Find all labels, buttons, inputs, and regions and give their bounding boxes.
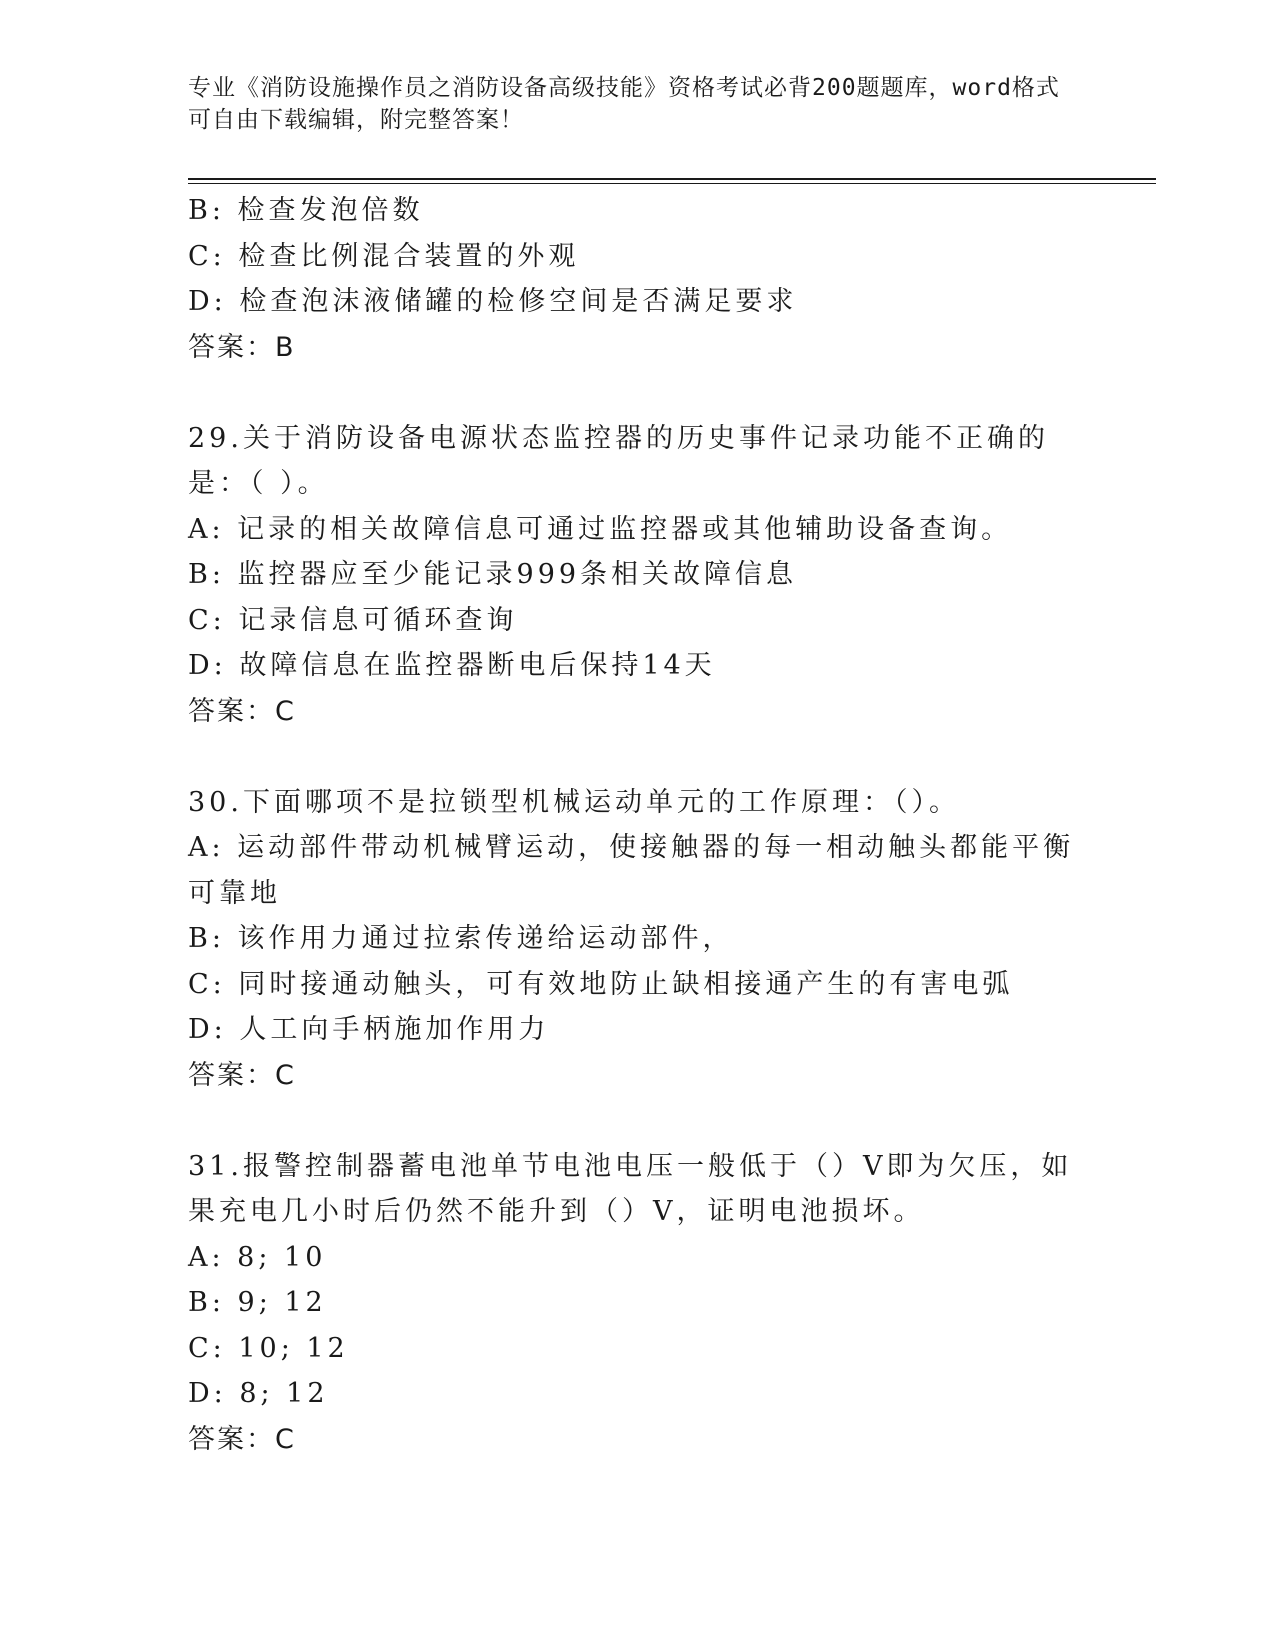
option-c: C: 同时接通动触头，可有效地防止缺相接通产生的有害电弧 bbox=[188, 968, 1014, 1000]
option-c: C: 检查比例混合装置的外观 bbox=[188, 240, 580, 272]
option-c: C: 记录信息可循环查询 bbox=[188, 604, 518, 636]
option-d: D: 故障信息在监控器断电后保持14天 bbox=[188, 650, 716, 681]
question-stem: 30.下面哪项不是拉锁型机械运动单元的工作原理：（）。 bbox=[188, 786, 960, 818]
option-a: A: 8; 10 bbox=[188, 1241, 327, 1273]
question-stem: 31.报警控制器蓄电池单节电池电压一般低于（）V即为欠压，如果充电几小时后仍然不能升到（）V，证明电池损坏。 bbox=[188, 1150, 1073, 1227]
option-a: A: 记录的相关故障信息可通过监控器或其他辅助设备查询。 bbox=[188, 513, 1013, 545]
option-b: B: 检查发泡倍数 bbox=[188, 195, 424, 226]
option-d: D: 检查泡沫液储罐的检修空间是否满足要求 bbox=[188, 286, 798, 317]
answer-line: 答案：C bbox=[188, 1423, 296, 1455]
answer-line: 答案：B bbox=[188, 331, 296, 363]
spacer bbox=[188, 370, 1088, 416]
question-block-29 bbox=[188, 416, 1088, 735]
option-d: D: 8; 12 bbox=[188, 1378, 329, 1409]
option-b: B: 该作用力通过拉索传递给运动部件， bbox=[188, 923, 734, 954]
option-d: D: 人工向手柄施加作用力 bbox=[188, 1014, 550, 1045]
question-block-28 bbox=[188, 188, 1088, 370]
option-a: A: 运动部件带动机械臂运动，使接触器的每一相动触头都能平衡可靠地 bbox=[188, 832, 1075, 909]
answer-line: 答案：C bbox=[188, 1059, 296, 1091]
question-block-30 bbox=[188, 780, 1088, 1099]
spacer bbox=[188, 734, 1088, 780]
answer-line: 答案：C bbox=[188, 695, 296, 727]
document-header: 专业《消防设施操作员之消防设备高级技能》资格考试必背200题题库，word格式可自由下载编辑，附完整答案！ bbox=[188, 75, 1060, 133]
option-b: B: 监控器应至少能记录999条相关故障信息 bbox=[188, 559, 798, 590]
document-body bbox=[188, 188, 1088, 1462]
option-b: B: 9; 12 bbox=[188, 1287, 327, 1318]
question-stem: 29.关于消防设备电源状态监控器的历史事件记录功能不正确的是：（ ）。 bbox=[188, 422, 1049, 499]
header-divider bbox=[188, 178, 1156, 184]
option-c: C: 10; 12 bbox=[188, 1332, 349, 1364]
spacer bbox=[188, 1098, 1088, 1144]
question-block-31 bbox=[188, 1144, 1088, 1463]
